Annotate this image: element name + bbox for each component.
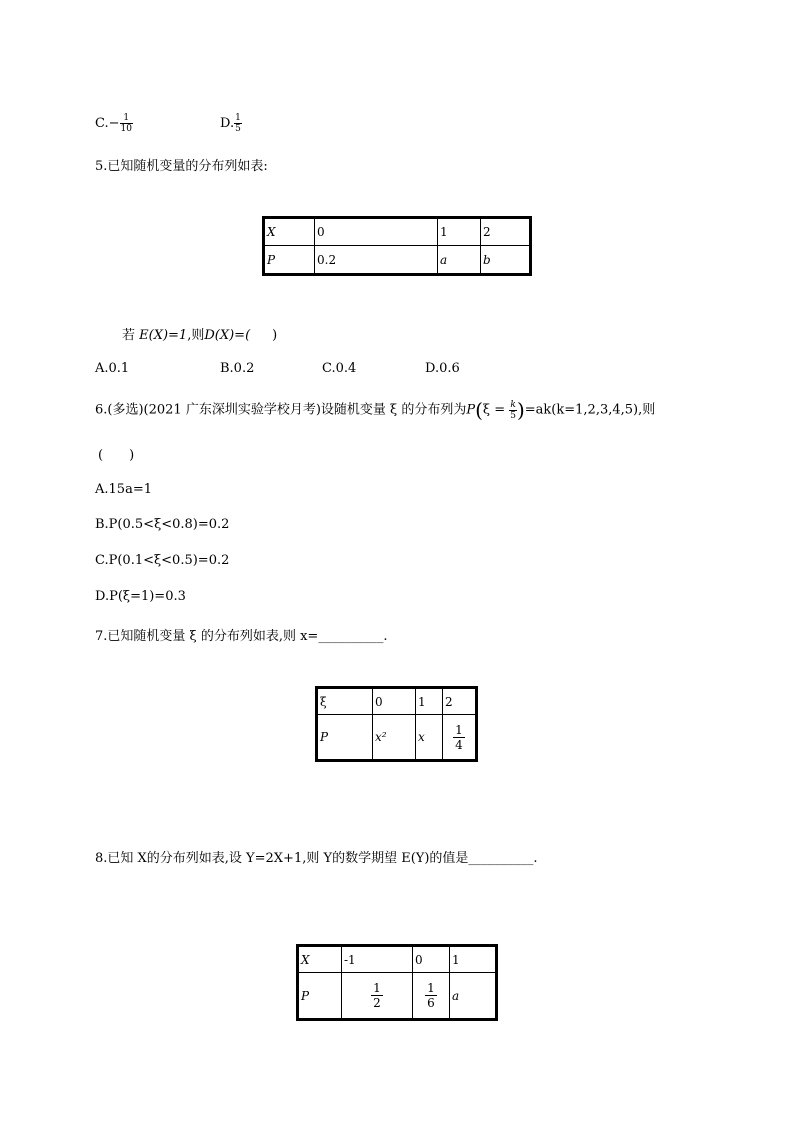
q7-cell: 0 <box>373 688 416 715</box>
q5-cell: 2 <box>481 218 531 246</box>
q7-cell: 1 <box>416 688 443 715</box>
q8-stem: 8.已知 X的分布列如表,设 Y=2X+1,则 Y的数学期望 E(Y)的值是__________. <box>95 851 538 866</box>
q8-distribution-table <box>296 944 498 1021</box>
q7-cell: 2 <box>443 688 477 715</box>
q4-option-c: C.− $\frac{1}{10}$ <box>95 113 132 134</box>
q8-cell: $\frac{1}{2}$ <box>342 973 413 1020</box>
q7-stem: 7.已知随机变量 ξ 的分布列如表,则 x=__________. <box>95 629 388 644</box>
q7-cell: $\frac{1}{4}$ <box>443 715 477 761</box>
q5-cell: b <box>481 246 531 275</box>
q5-option-b: B.0.2 <box>220 361 255 376</box>
q6-option-c: C.P(0.1<ξ<0.5)=0.2 <box>95 553 230 568</box>
q5-condition: 若 E(X)=1,则D(X)=( ) <box>122 328 278 343</box>
q7-cell: x² <box>373 715 416 761</box>
q6-option-a: A.15a=1 <box>95 482 152 497</box>
q5-stem: 5.已知随机变量的分布列如表: <box>95 159 268 174</box>
q8-cell: -1 <box>342 946 413 973</box>
q8-cell: $\frac{1}{6}$ <box>413 973 450 1020</box>
q4-option-d: D. $\frac{1}{5}$ <box>220 113 241 134</box>
q7-distribution-table <box>315 686 478 762</box>
q5-cell: 0 <box>315 218 438 246</box>
q6-stem: 6.(多选)(2021 广东深圳实验学校月考)设随机变量 ξ 的分布列为P(ξ = $\frac{k}{5}$ )=ak(k=1,2,3,4,5),则 <box>95 398 656 422</box>
q6-option-b: B.P(0.5<ξ<0.8)=0.2 <box>95 517 230 532</box>
q8-cell: a <box>450 973 497 1020</box>
q5-cell: P <box>264 246 315 275</box>
q8-cell: P <box>298 973 342 1020</box>
q8-cell: 0 <box>413 946 450 973</box>
q7-cell: ξ <box>317 688 373 715</box>
q8-answer-blank: __________ <box>468 851 534 866</box>
q7-answer-blank: __________ <box>318 629 384 644</box>
q8-cell: X <box>298 946 342 973</box>
q6-answer-blank: ( ) <box>98 448 135 463</box>
q6-option-d: D.P(ξ=1)=0.3 <box>95 589 186 604</box>
q5-option-c: C.0.4 <box>322 361 357 376</box>
q5-cell: 0.2 <box>315 246 438 275</box>
q5-cell: 1 <box>438 218 481 246</box>
q5-distribution-table <box>262 216 532 276</box>
q7-cell: P <box>317 715 373 761</box>
q5-cell: X <box>264 218 315 246</box>
q5-cell: a <box>438 246 481 275</box>
q5-option-d: D.0.6 <box>425 361 460 376</box>
q7-cell: x <box>416 715 443 761</box>
q5-option-a: A.0.1 <box>95 361 130 376</box>
q8-cell: 1 <box>450 946 497 973</box>
